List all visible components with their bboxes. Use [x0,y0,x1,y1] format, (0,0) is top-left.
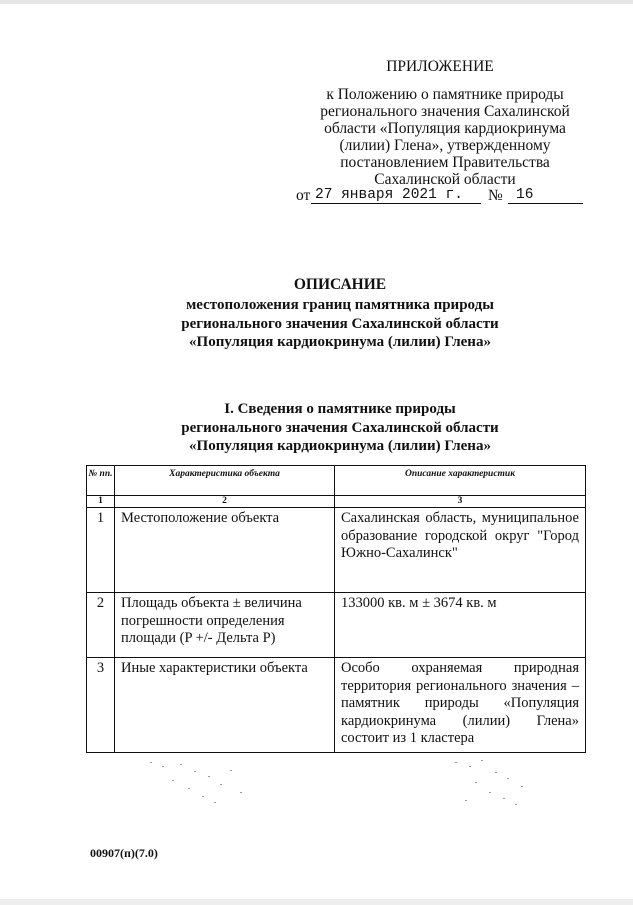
scan-edge-bottom [0,899,633,905]
row-number: 3 [87,658,115,753]
row-description: Сахалинская область, муниципальное образование городской округ "Город Южно-Сахалинск" [335,508,586,593]
row-number: 2 [87,593,115,658]
row-description: Особо охраняемая природная территория регионального значения – памятник природы «Популяция кардиокринума (лилии) Глена» состоит из 1 кластера [335,658,586,753]
row-characteristic: Площадь объекта ± величина погрешности определения площади (P +/- Дельта P) [115,593,335,658]
row-characteristic: Иные характеристики объекта [115,658,335,753]
appendix-line: постановлением Правительства [340,154,550,171]
row-characteristic: Местоположение объекта [115,508,335,593]
row-number: 1 [87,508,115,593]
scan-edge-top [0,0,633,4]
from-label: от [296,187,311,204]
characteristics-table [86,465,586,753]
section-title-line: I. Сведения о памятнике природы [224,401,456,417]
section-title-line: «Популяция кардиокринума (лилии) Глена» [189,438,491,454]
table-header-row [87,466,586,496]
column-number: 1 [87,496,115,508]
appendix-text [300,86,590,188]
subtitle-line: «Популяция кардиокринума (лилии) Глена» [189,334,491,350]
appendix-line: регионального значения Сахалинской [320,103,570,120]
table-row [87,658,586,753]
document-title: ОПИСАНИЕ [293,276,387,293]
table-row [87,593,586,658]
column-header-characteristic: Характеристика объекта [115,466,335,496]
appendix-line: к Положению о памятнике природы [326,86,564,103]
section-title-line: регионального значения Сахалинской области [181,419,499,436]
appendix-line: Сахалинской области [374,171,516,188]
decree-date: 27 января 2021 г. [311,187,481,204]
decree-number: 16 [508,187,583,204]
appendix-title: ПРИЛОЖЕНИЕ [386,58,494,75]
appendix-line: области «Популяция кардиокринума [324,120,566,137]
table-column-numbers-row [87,496,586,508]
table-row [87,508,586,593]
column-number: 2 [115,496,335,508]
subtitle-line: регионального значения Сахалинской области [181,315,499,332]
number-label: № [488,187,503,204]
column-header-description: Описание характеристик [335,466,586,496]
section-title [100,400,580,456]
document-subtitle [100,296,580,352]
footer-document-code: 00907(п)(7.0) [90,846,158,860]
row-description: 133000 кв. м ± 3674 кв. м [335,593,586,658]
subtitle-line: местоположения границ памятника природы [186,297,494,313]
column-header-number: № пп. [87,466,115,496]
column-number: 3 [335,496,586,508]
appendix-line: (лилии) Глена», утвержденному [339,137,551,154]
